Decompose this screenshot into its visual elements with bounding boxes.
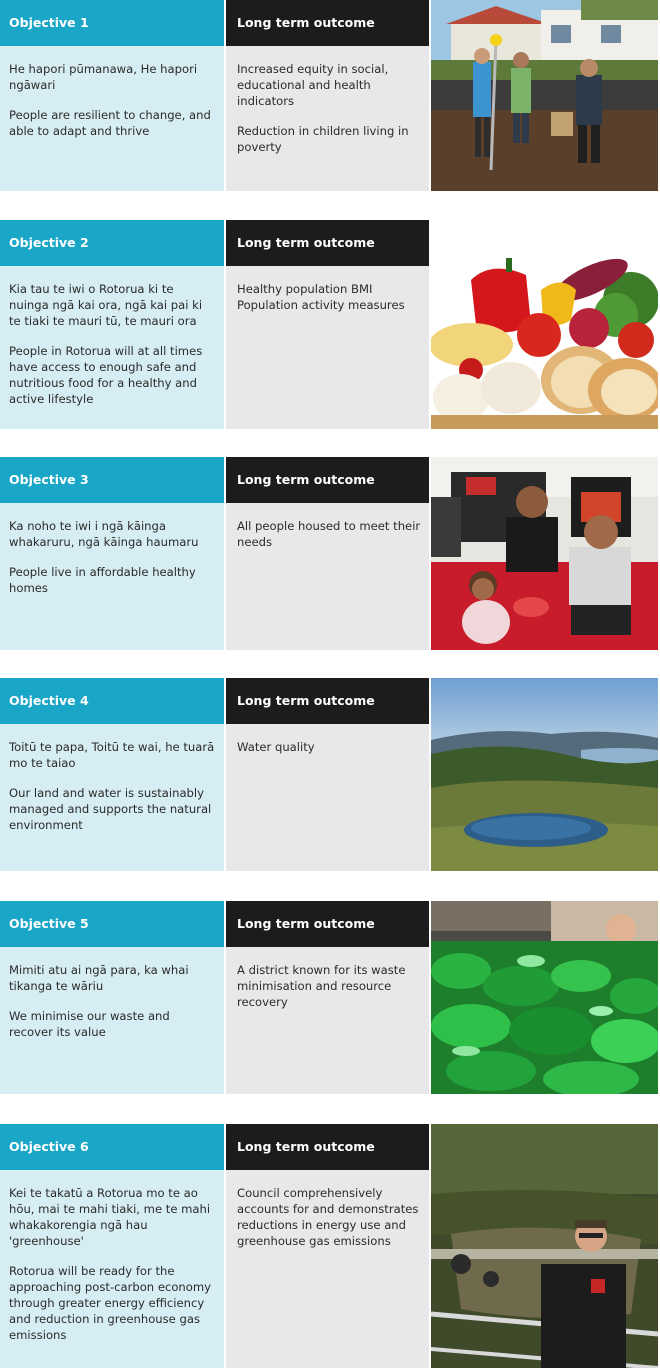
outcome-description [226,266,429,429]
maori-text: He hapori pūmanawa, He hapori ngāwari [9,62,198,92]
outcome-heading: Long term outcome [226,457,429,503]
objective-card-2 [0,220,658,429]
wastewater-plant-photo [431,1124,658,1368]
outcome-description [226,46,429,191]
healthy-food-photo [431,220,658,429]
english-text: We minimise our waste and recover its value [9,1009,170,1039]
outcome-item: Water quality [237,740,315,754]
recycled-bottles-photo [431,901,658,1094]
english-text: People live in affordable healthy homes [9,565,196,595]
objective-card-4 [0,678,658,871]
english-text: People in Rotorua will at all times have access to enough safe and nutritious food for a healthy and active lifestyle [9,344,203,406]
outcome-heading: Long term outcome [226,1124,429,1170]
objective-heading: Objective 1 [0,0,224,46]
objective-heading: Objective 3 [0,457,224,503]
outcome-item: Healthy population BMI Population activity measures [237,282,405,312]
outcome-item: All people housed to meet their needs [237,519,421,549]
english-text: Rotorua will be ready for the approaching post-carbon economy through greater energy efficiency and reduction in greenhouse gas emissions [9,1264,212,1342]
maori-text: Kei te takatū a Rotorua mo te ao hōu, mai te mahi tiaki, me te mahi whakakorengia ngā hau 'greenhouse' [9,1186,211,1248]
outcome-item: Council comprehensively accounts for and demonstrates reductions in energy use and greenhouse gas emissions [237,1186,419,1248]
outcome-heading: Long term outcome [226,901,429,947]
objective-card-6 [0,1124,658,1368]
objective-heading: Objective 6 [0,1124,224,1170]
community-garden-photo [431,0,658,191]
objective-card-5 [0,901,658,1094]
objective-card-3 [0,457,658,650]
english-text: People are resilient to change, and able to adapt and thrive [9,108,211,138]
outcome-description [226,947,429,1094]
objective-heading: Objective 5 [0,901,224,947]
outcome-description [226,1170,429,1368]
outcome-heading: Long term outcome [226,678,429,724]
children-at-home-photo [431,457,658,650]
objective-description [0,46,224,191]
objective-heading: Objective 2 [0,220,224,266]
objective-description [0,724,224,871]
lake-landscape-photo [431,678,658,871]
objective-heading: Objective 4 [0,678,224,724]
outcome-item: Reduction in children living in poverty [237,124,409,154]
outcome-description [226,503,429,650]
objective-description [0,1170,224,1368]
maori-text: Mimiti atu ai ngā para, ka whai tikanga te wāriu [9,963,189,993]
objective-card-1 [0,0,658,191]
objective-description [0,947,224,1094]
objective-description [0,503,224,650]
objective-description [0,266,224,429]
maori-text: Kia tau te iwi o Rotorua ki te nuinga ngā kai ora, ngā kai pai ki te tiaki te mauri tū, te mauri ora [9,282,203,328]
outcome-item: Increased equity in social, educational and health indicators [237,62,389,108]
outcome-item: A district known for its waste minimisation and resource recovery [237,963,406,1009]
outcome-heading: Long term outcome [226,220,429,266]
maori-text: Toitū te papa, Toitū te wai, he tuarā mo te taiao [9,740,215,770]
outcome-heading: Long term outcome [226,0,429,46]
english-text: Our land and water is sustainably managed and supports the natural environment [9,786,212,832]
maori-text: Ka noho te iwi i ngā kāinga whakaruru, ngā kāinga haumaru [9,519,199,549]
outcome-description [226,724,429,871]
